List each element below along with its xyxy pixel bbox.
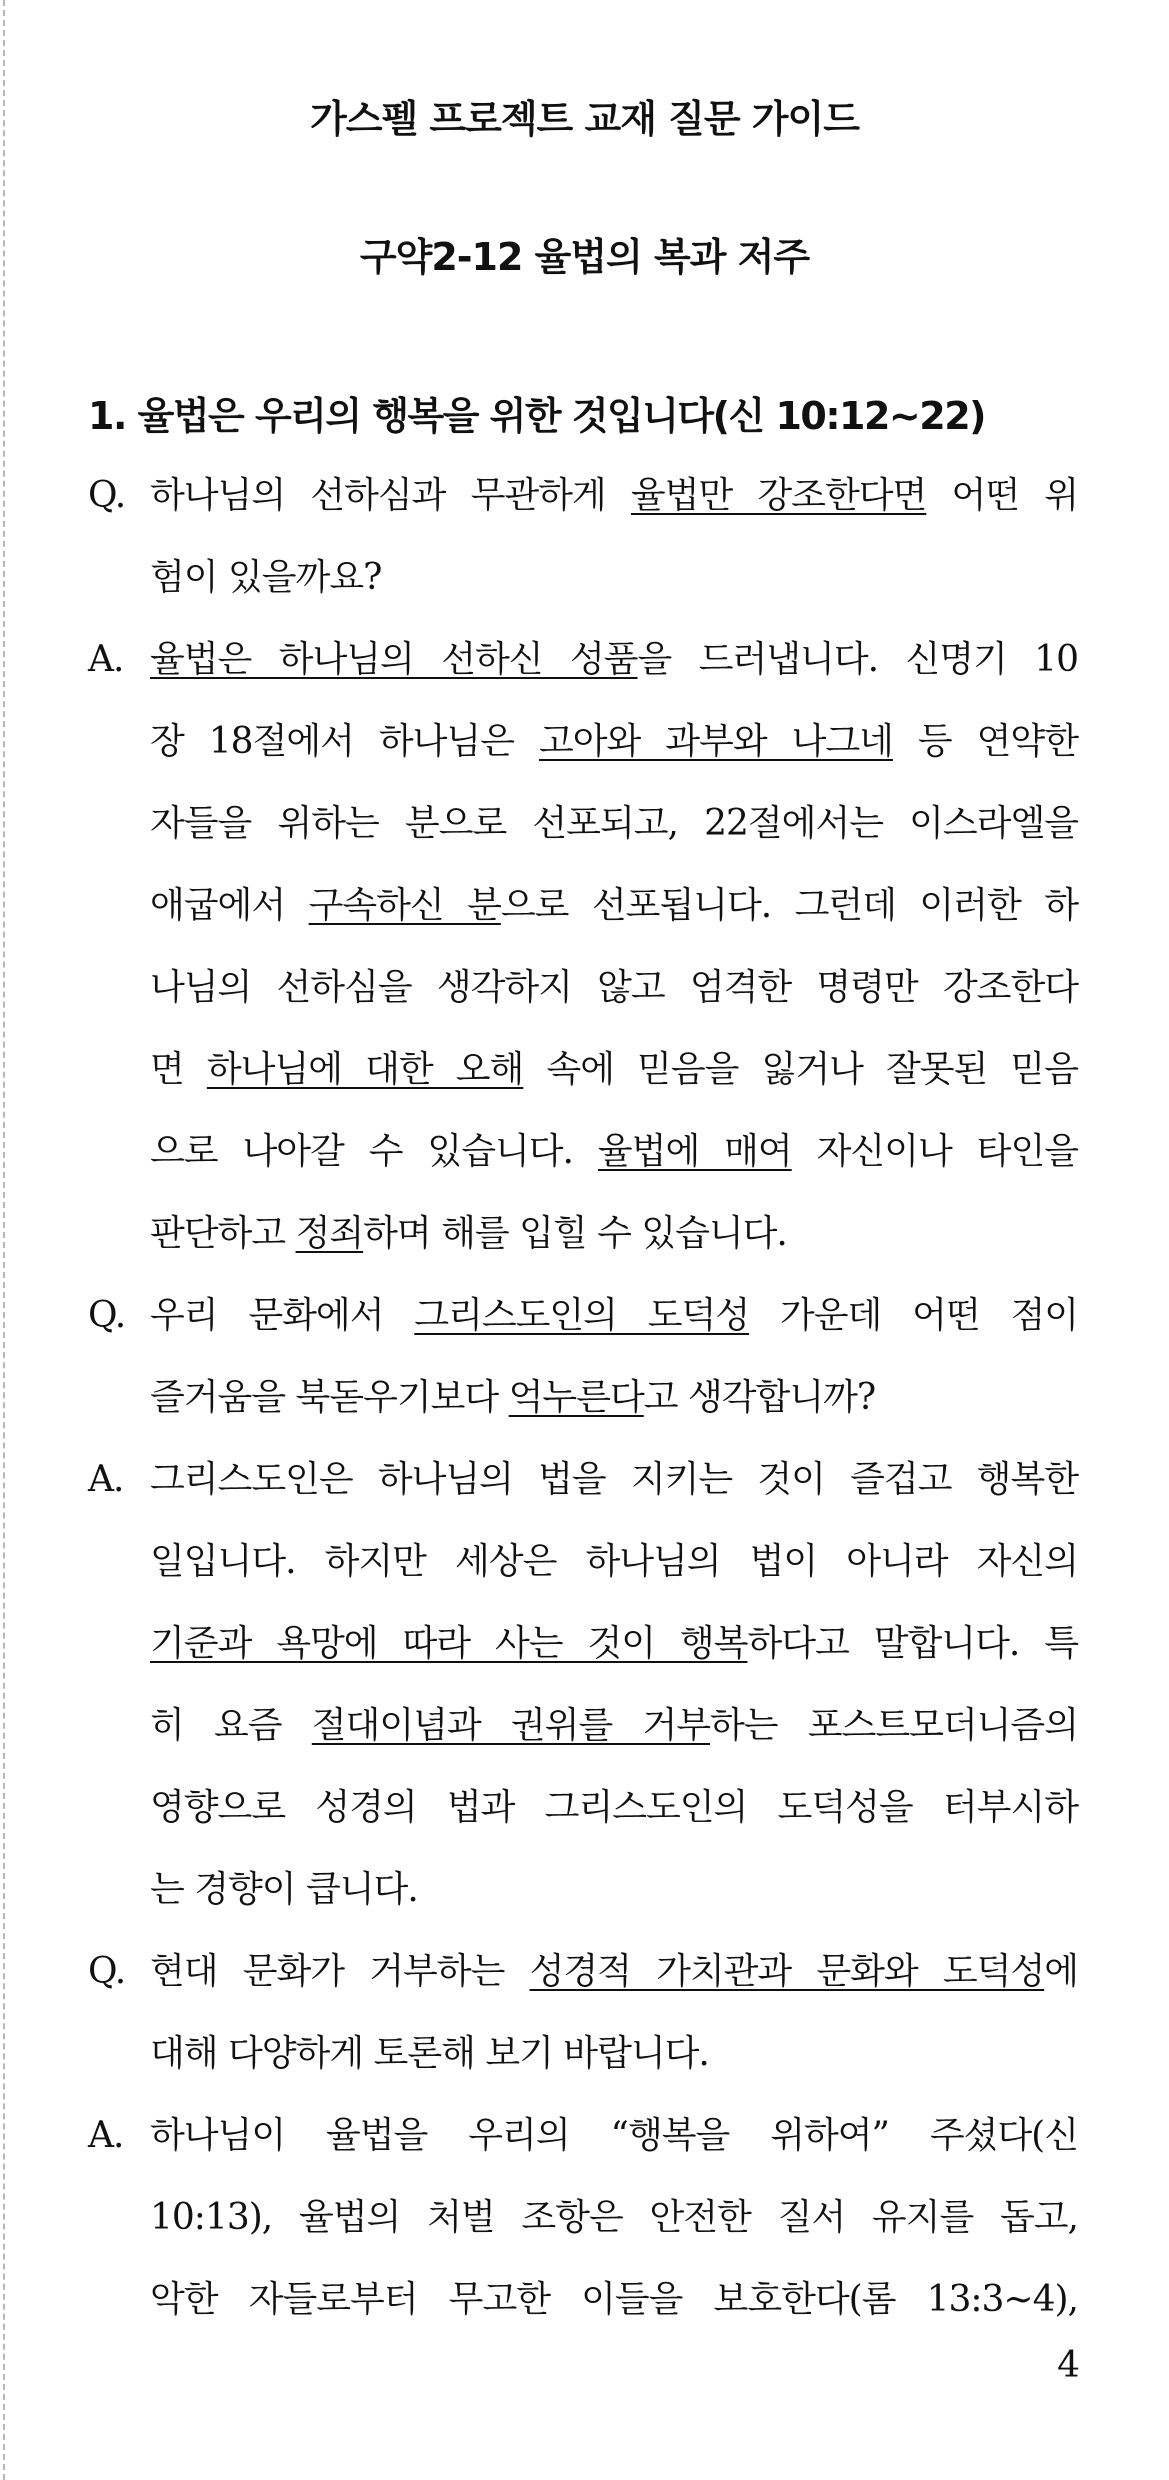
text-segment: 장 18절에서 하나님은	[150, 721, 539, 762]
text-segment: 대해 다양하게 토론해 보기 바랍니다.	[150, 2033, 709, 2074]
text-line	[150, 1193, 1078, 1275]
text-segment: 하나님이 율법을 우리의 “행복을 위하여” 주셨다(신	[150, 2115, 1078, 2156]
text-segment: 애굽에서	[150, 885, 309, 926]
text-segment: 면	[150, 1049, 207, 1090]
answer-marker: A.	[88, 2115, 124, 2156]
text-line	[150, 1111, 1078, 1193]
text-segment: 을 드러냅니다. 신명기 10	[637, 639, 1078, 680]
underlined-phrase: 그리스도인의 도덕성	[414, 1295, 750, 1336]
text-line	[150, 537, 1078, 619]
lesson-subtitle: 구약2-12 율법의 복과 저주	[359, 235, 810, 279]
answer-marker: A.	[88, 1459, 124, 1500]
underlined-phrase: 고아와 과부와 나그네	[538, 721, 893, 762]
text-segment: 에	[1044, 1951, 1078, 1992]
question-marker: Q.	[88, 475, 126, 516]
underlined-phrase: 기준과 욕망에 따라 사는 것이 행복	[150, 1623, 748, 1664]
text-line	[150, 1275, 1078, 1357]
text-line	[150, 1521, 1078, 1603]
text-line	[150, 1029, 1078, 1111]
underlined-phrase: 구속하신 분	[308, 885, 501, 926]
document-title: 가스펠 프로젝트 교재 질문 가이드	[310, 97, 859, 141]
text-segment: 으로 선포됩니다. 그런데 이러한 하	[500, 885, 1078, 926]
text-segment: 나님의 선하심을 생각하지 않고 엄격한 명령만 강조한다	[150, 967, 1078, 1008]
text-segment: 하는 포스트모더니즘의	[710, 1705, 1078, 1746]
text-line	[150, 947, 1078, 1029]
text-segment: 고 생각합니까?	[643, 1377, 876, 1418]
question-block	[88, 1931, 1078, 2095]
text-segment: 현대 문화가 거부하는	[150, 1951, 530, 1992]
page-number: 4	[1057, 2345, 1080, 2386]
text-line	[150, 1849, 1078, 1931]
text-segment: 으로 나아갈 수 있습니다.	[150, 1131, 598, 1172]
text-line	[150, 1931, 1078, 2013]
text-line	[150, 865, 1078, 947]
text-segment: 영향으로 성경의 법과 그리스도인의 도덕성을 터부시하	[150, 1787, 1078, 1828]
text-segment: 악한 자들로부터 무고한 이들을 보호한다(롬 13:3~4),	[150, 2279, 1078, 2320]
text-segment: 는 경향이 큽니다.	[150, 1869, 418, 1910]
text-line	[150, 455, 1078, 537]
answer-marker: A.	[88, 639, 124, 680]
text-line	[150, 701, 1078, 783]
answer-block	[88, 619, 1078, 1275]
text-line	[150, 1357, 1078, 1439]
underlined-phrase: 성경적 가치관과 문화와 도덕성	[529, 1951, 1045, 1992]
text-segment: 자신이나 타인을	[791, 1131, 1078, 1172]
text-segment: 가운데 어떤 점이	[749, 1295, 1078, 1336]
answer-block	[88, 2095, 1078, 2341]
text-segment: 그리스도인은 하나님의 법을 지키는 것이 즐겁고 행복한	[150, 1459, 1078, 1500]
answer-block	[88, 1439, 1078, 1931]
text-segment: 등 연약한	[892, 721, 1078, 762]
text-line	[150, 1685, 1078, 1767]
text-segment: 우리 문화에서	[150, 1295, 415, 1336]
text-segment: 판단하고	[150, 1213, 296, 1254]
question-block	[88, 1275, 1078, 1439]
question-marker: Q.	[88, 1951, 126, 1992]
text-segment: 속에 믿음을 잃거나 잘못된 믿음	[523, 1049, 1078, 1090]
question-block	[88, 455, 1078, 619]
underlined-phrase: 억누른다	[508, 1377, 644, 1418]
text-segment: 일입니다. 하지만 세상은 하나님의 법이 아니라 자신의	[150, 1541, 1078, 1582]
underlined-phrase: 율법만 강조한다면	[630, 475, 927, 516]
underlined-phrase: 율법에 매여	[597, 1131, 792, 1172]
underlined-phrase: 정죄	[295, 1213, 364, 1254]
text-line	[150, 1603, 1078, 1685]
text-segment: 어떤 위	[926, 475, 1079, 516]
text-line	[150, 2259, 1078, 2341]
left-margin-rule	[3, 0, 5, 2480]
text-segment: 하며 해를 입힐 수 있습니다.	[363, 1213, 787, 1254]
text-line	[150, 1439, 1078, 1521]
underlined-phrase: 하나님에 대한 오해	[206, 1049, 524, 1090]
underlined-phrase: 절대이념과 권위를 거부	[311, 1705, 710, 1746]
underlined-phrase: 율법은 하나님의 선하신 성품	[150, 639, 638, 680]
text-line	[150, 2177, 1078, 2259]
question-marker: Q.	[88, 1295, 126, 1336]
text-segment: 10:13), 율법의 처벌 조항은 안전한 질서 유지를 돕고,	[150, 2197, 1078, 2238]
text-line	[150, 619, 1078, 701]
text-segment: 즐거움을 북돋우기보다	[150, 1377, 509, 1418]
text-line	[150, 783, 1078, 865]
text-segment: 자들을 위하는 분으로 선포되고, 22절에서는 이스라엘을	[150, 803, 1078, 844]
text-line	[150, 2013, 1078, 2095]
section-heading: 1. 율법은 우리의 행복을 위한 것입니다(신 10:12~22)	[88, 394, 985, 438]
text-segment: 하나님의 선하심과 무관하게	[150, 475, 631, 516]
text-line	[150, 2095, 1078, 2177]
text-line	[150, 1767, 1078, 1849]
text-segment: 히 요즘	[150, 1705, 312, 1746]
text-segment: 험이 있을까요?	[150, 557, 382, 598]
text-segment: 하다고 말합니다. 특	[747, 1623, 1078, 1664]
